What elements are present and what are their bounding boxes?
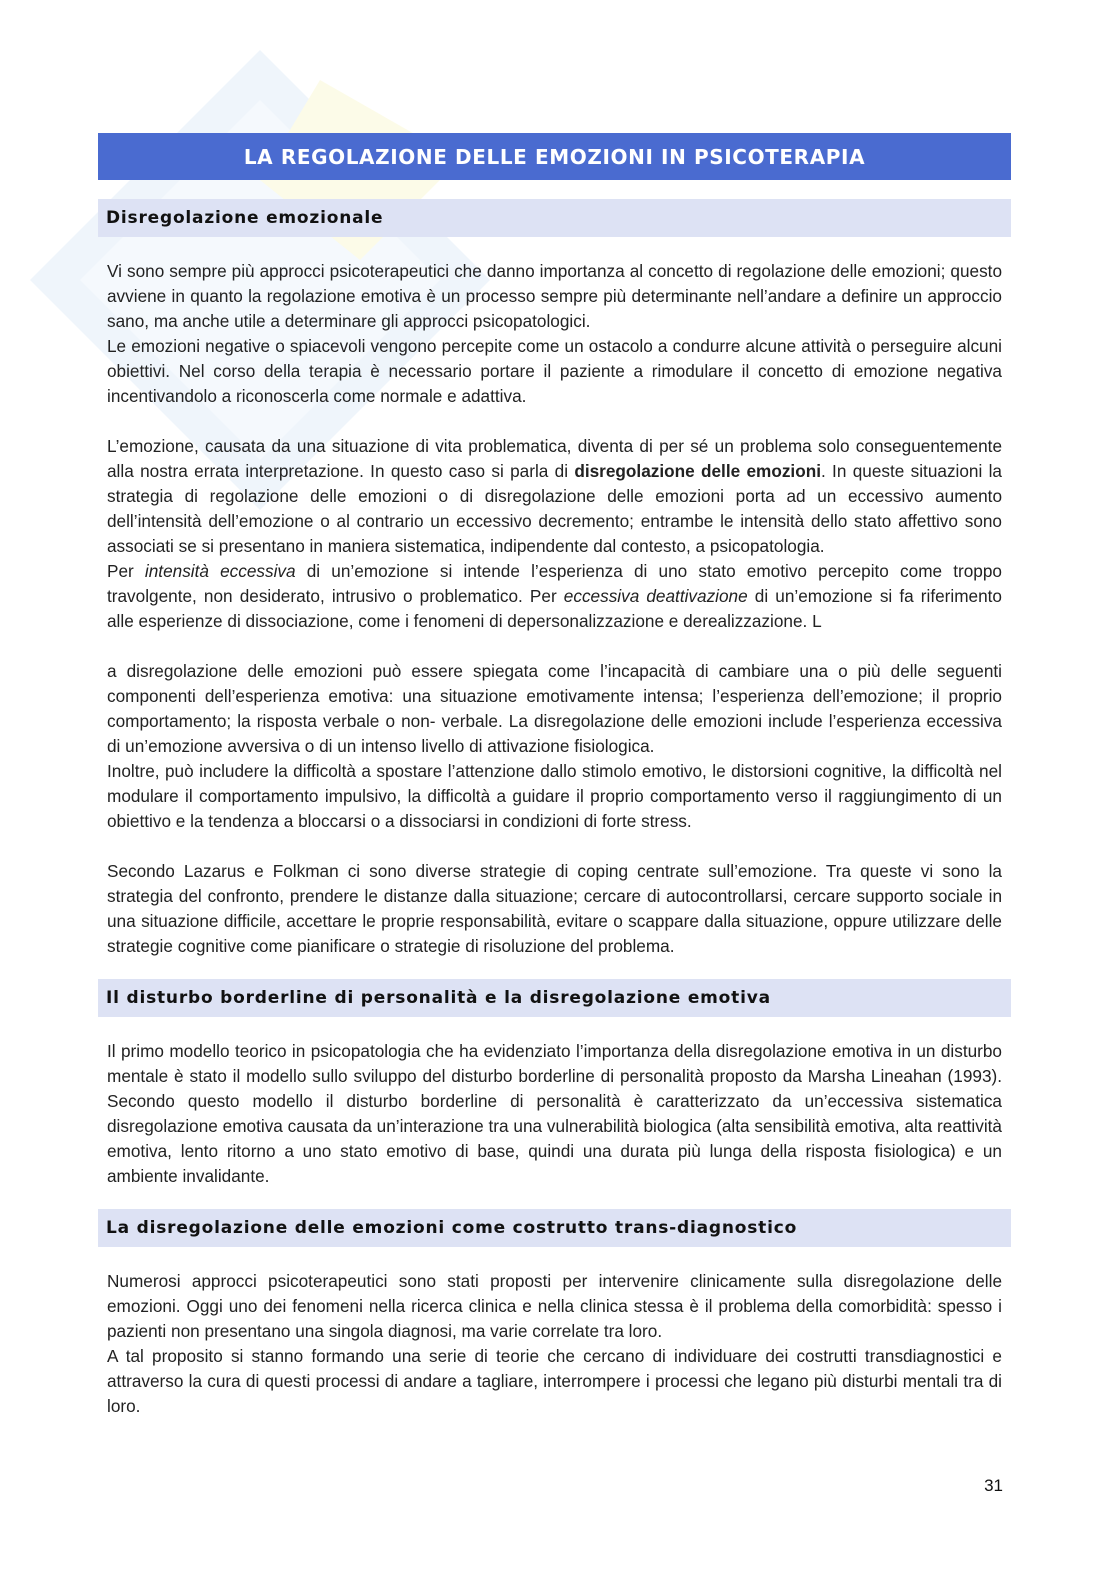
paragraph: a disregolazione delle emozioni può essere spiegata come l’incapacità di cambiare una o più delle seguenti componenti dell’esperienza emotiva: una situazione emotivamente intensa; l’esperienza dell’emozione; il proprio comportamento; la risposta verbale o non- verbale. La disregolazione delle emozioni include l’esperienza eccessiva di un’emozione avversiva o di un intenso livello di attivazione fisiologica.	[107, 661, 1002, 756]
section-heading-disregolazione-emozionale: Disregolazione emozionale	[98, 199, 1011, 237]
paragraph: Secondo Lazarus e Folkman ci sono diverse strategie di coping centrate sull’emozione. Tra queste vi sono la strategia del confronto, prendere le distanze dalla situazione; cercare di autocontrollarsi, cercare supporto sociale in una situazione difficile, accettare le proprie responsabilità, evitare o scappare dalla situazione, oppure utilizzare delle strategie cognitive come pianificare o strategie di risoluzione del problema.	[107, 861, 1002, 956]
section-heading-trans-diagnostico: La disregolazione delle emozioni come costrutto trans-diagnostico	[98, 1209, 1011, 1247]
section-body-borderline	[98, 1039, 1011, 1189]
paragraph: Numerosi approcci psicoterapeutici sono stati proposti per intervenire clinicamente sulla disregolazione delle emozioni. Oggi uno dei fenomeni nella ricerca clinica e nella clinica stessa è il problema della comorbidità: spesso i pazienti non presentano una singola diagnosi, ma varie correlate tra loro.	[107, 1271, 1002, 1341]
paragraph: L’emozione, causata da una situazione di vita problematica, diventa di per sé un problema solo conseguentemente alla nostra errata interpretazione. In questo caso si parla di disregolazione delle emozioni. In queste situazioni la strategia di regolazione delle emozioni o di disregolazione delle emozioni porta ad un eccessivo aumento dell’intensità dell’emozione o al contrario un eccessivo decremento; entrambe le intensità dello stato affettivo sono associati se si presentano in maniera sistematica, indipendente dal contesto, a psicopatologia.	[107, 436, 1002, 556]
section-body-disregolazione-emozionale	[98, 259, 1011, 959]
paragraph: Inoltre, può includere la difficoltà a spostare l’attenzione dallo stimolo emotivo, le distorsioni cognitive, la difficoltà nel modulare il comportamento impulsivo, la difficoltà a guidare il proprio comportamento verso il raggiungimento di un obiettivo e la tendenza a bloccarsi o a dissociarsi in condizioni di forte stress.	[107, 761, 1002, 831]
paragraph: Le emozioni negative o spiacevoli vengono percepite come un ostacolo a condurre alcune attività o perseguire alcuni obiettivi. Nel corso della terapia è necessario portare il paziente a rimodulare il concetto di emozione negativa incentivandolo a riconoscerla come normale e adattiva.	[107, 336, 1002, 406]
page-number: 31	[984, 1476, 1003, 1495]
italic-term: intensità eccessiva	[144, 561, 296, 581]
paragraph: Per intensità eccessiva di un’emozione si intende l’esperienza di uno stato emotivo percepito come troppo travolgente, non desiderato, intrusivo o problematico. Per eccessiva deattivazione di un’emozione si fa riferimento alle esperienze di dissociazione, come i fenomeni di depersonalizzazione e derealizzazione. L	[107, 561, 1002, 631]
italic-term: eccessiva deattivazione	[563, 586, 748, 606]
section-body-trans-diagnostico	[98, 1269, 1011, 1419]
bold-term: disregolazione delle emozioni	[574, 461, 821, 481]
paragraph: Il primo modello teorico in psicopatologia che ha evidenziato l’importanza della disregolazione emotiva in un disturbo mentale è stato il modello sullo sviluppo del disturbo borderline di personalità proposto da Marsha Lineahan (1993). Secondo questo modello il disturbo borderline di personalità è caratterizzato da un’eccessiva sistematica disregolazione emotiva causata da un’interazione tra una vulnerabilità biologica (alta sensibilità emotiva, alta reattività emotiva, lento ritorno a uno stato emotivo di base, quindi una durata più lunga della risposta fisiologica) e un ambiente invalidante.	[107, 1041, 1002, 1186]
section-heading-borderline: Il disturbo borderline di personalità e la disregolazione emotiva	[98, 979, 1011, 1017]
paragraph: A tal proposito si stanno formando una serie di teorie che cercano di individuare dei costrutti transdiagnostici e attraverso la cura di questi processi di andare a tagliare, interrompere i processi che legano più disturbi mentali tra di loro.	[107, 1346, 1002, 1416]
document-page	[98, 133, 1011, 1419]
page-title: LA REGOLAZIONE DELLE EMOZIONI IN PSICOTERAPIA	[98, 133, 1011, 180]
paragraph: Vi sono sempre più approcci psicoterapeutici che danno importanza al concetto di regolazione delle emozioni; questo avviene in quanto la regolazione emotiva è un processo sempre più determinante nell’andare a definire un approccio sano, ma anche utile a determinare gli approcci psicopatologici.	[107, 261, 1002, 331]
